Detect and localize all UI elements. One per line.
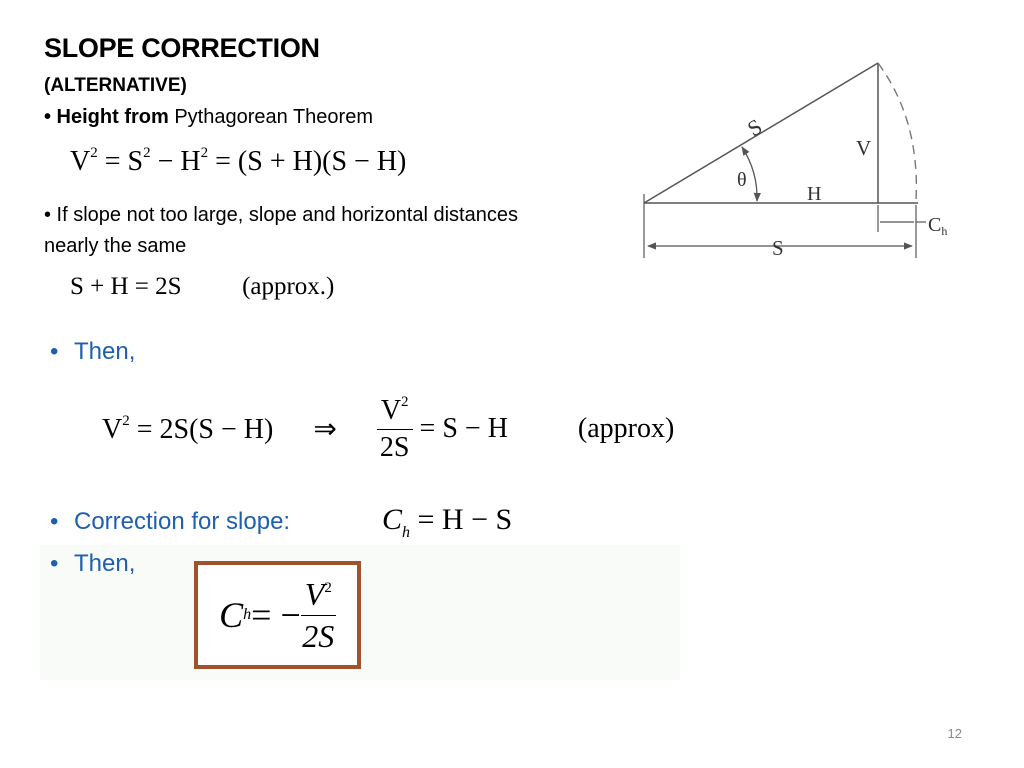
eq1-h: − H <box>150 146 201 177</box>
page-number: 12 <box>947 726 962 741</box>
eq3-den: 2S <box>379 432 410 463</box>
eq2-lhs: S + H = 2S <box>70 273 182 300</box>
implies-arrow: ⇒ <box>313 414 337 445</box>
final-eq: = − <box>251 595 301 635</box>
label-theta: θ <box>737 169 747 191</box>
then-label: Then, <box>74 338 136 365</box>
eq3-num-v: V <box>380 395 402 426</box>
slide-subtitle: (ALTERNATIVE) <box>44 75 187 96</box>
label-c-sub: h <box>941 224 948 238</box>
then2-label: Then, <box>74 550 136 577</box>
eq2-note: (approx.) <box>242 273 335 300</box>
eq1-factored: = (S + H)(S − H) <box>208 146 407 177</box>
eq1-s-exp: 2 <box>143 145 151 161</box>
eq3-v-exp: 2 <box>122 412 130 429</box>
eq1-s: = S <box>97 146 144 177</box>
label-c: C <box>928 214 942 236</box>
eq4-c-sub: h <box>402 524 411 541</box>
label-ch <box>928 214 947 238</box>
eq1-v-exp: 2 <box>90 145 98 161</box>
eq3-v: V <box>102 413 123 445</box>
eq1-v: V <box>70 146 91 177</box>
slide-title: SLOPE CORRECTION <box>44 33 320 63</box>
correction-label: Correction for slope: <box>74 508 291 535</box>
eq3-note: (approx) <box>577 413 675 444</box>
label-s-bottom: S <box>772 236 784 260</box>
final-c: C <box>219 595 244 635</box>
final-num-v: V <box>304 575 325 612</box>
label-s-slope: S <box>742 113 767 142</box>
final-den: 2S <box>302 617 335 654</box>
swing-arc <box>878 63 916 200</box>
bullet-height-rest: Pythagorean Theorem <box>174 106 373 128</box>
bullet-dot: • <box>50 550 59 577</box>
final-c-sub: h <box>243 606 252 623</box>
final-num-exp: 2 <box>324 579 332 596</box>
bullet-dot: • <box>50 508 59 535</box>
eq1-h-exp: 2 <box>200 145 209 161</box>
bullet-dot: • <box>50 338 59 365</box>
bullet-small-slope: • If slope not too large, slope and horizontal distances nearly the same <box>44 204 518 257</box>
bullet-height-bold: • Height from <box>44 106 169 128</box>
eq3-rhs: = S − H <box>419 413 508 444</box>
label-v: V <box>856 136 872 160</box>
eq4-rhs: = H − S <box>410 503 513 536</box>
eq3-lhs-rest: = 2S(S − H) <box>129 413 274 445</box>
eq4-c: C <box>382 503 403 536</box>
eq3-num-exp: 2 <box>401 394 409 410</box>
triangle <box>644 63 918 203</box>
label-h: H <box>807 183 822 205</box>
